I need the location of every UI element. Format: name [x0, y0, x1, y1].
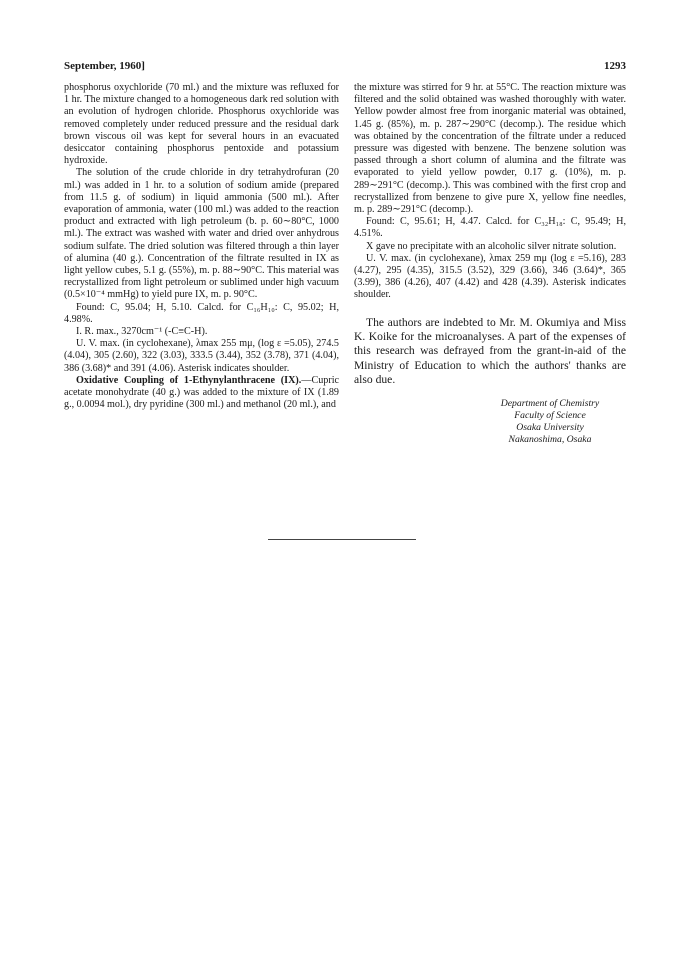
paragraph-analysis-x: Found: C, 95.61; H, 4.47. Calcd. for C₃₂H₁₈: C, 95.49; H, 4.51%.	[354, 216, 626, 240]
page-number: 1293	[604, 60, 626, 72]
affiliation-line: Osaka University	[516, 421, 584, 433]
affiliation-line: Faculty of Science	[514, 409, 586, 421]
paragraph-coupling-body: —Cupric acetate monohydrate (40 g.) was added to the mixture of IX (1.89 g., 0.0094 mol.), dry pyridine (300 ml.) and methanol (20 ml.), and	[64, 374, 339, 411]
paragraph-continuation: phosphorus oxychloride (70 ml.) and the mixture was refluxed for 1 hr. The mixture changed to a homogeneous dark red solution with an evolution of hydrogen chloride. Phosphorus oxychloride was removed completely under reduced pressure and the residual dark brown viscous oil was kept for several hours in an evacuated desiccator containing phosphorus pentoxide and potassium hydroxide.	[64, 82, 339, 167]
paragraph-analysis: Found: C, 95.04; H, 5.10. Calcd. for C₁₆H₁₀: C, 95.02; H, 4.98%.	[64, 301, 339, 325]
running-header	[64, 60, 626, 76]
section-heading: Oxidative Coupling of 1-Ethynylanthracene (IX).	[76, 374, 302, 386]
paragraph-uv-x: U. V. max. (in cyclohexane), λmax 259 mμ (log ε =5.16), 283 (4.27), 295 (4.35), 315.5 (3.52), 329 (3.66), 346 (3.64)*, 365 (3.99), 386 (4.26), 407 (4.42) and 428 (4.39). Asterisk indicates shoulder.	[354, 252, 626, 301]
affiliation-line: Department of Chemistry	[500, 397, 600, 409]
paragraph-ir: I. R. max., 3270cm⁻¹ (-C≡C-H).	[76, 326, 208, 338]
acknowledgment: The authors are indebted to Mr. M. Okumiya and Miss K. Koike for the microanalyses. A part of the expenses of this research was defrayed from the grant-in-aid of the Ministry of Education to which the authors' thanks are also due.	[354, 315, 626, 387]
paragraph-uv: U. V. max. (in cyclohexane), λmax 255 mμ, (log ε =5.05), 274.5 (4.04), 305 (2.60), 322 (3.03), 333.5 (3.44), 352 (3.78), 371 (4.04), 386 (3.68)* and 391 (4.06). Asterisk indicates shoulder.	[64, 338, 339, 374]
header-date: September, 1960]	[64, 60, 145, 72]
affiliation	[354, 398, 626, 446]
paragraph-procedure: The solution of the crude chloride in dry tetrahydrofuran (20 ml.) was added in 1 hr. to a solution of sodium amide (prepared from 11.5 g. of sodium) in liquid ammonia (500 ml.). After evaporation of ammonia, water (100 ml.) was added to the reaction product and extracted with ligh petroleum (b. p. 60∼80°C, 1000 ml.). The extract was washed with water and dried over anhydrous sodium sulfate. The dried solution was filtered through a thin layer of alumina (40 g.). Concentration of the filtrate resulted in IX as light yellow cubes, 5.1 g. (55%), m. p. 88∼90°C. This material was recrystallized from light petroleum or sublimed under high vacuum (0.5×10⁻⁴ mmHg) to yield pure IX, m. p. 90°C.	[64, 167, 339, 301]
affiliation-line: Nakanoshima, Osaka	[508, 433, 592, 445]
paragraph-silver-test: X gave no precipitate with an alcoholic silver nitrate solution.	[366, 240, 617, 252]
paragraph-continuation-right: the mixture was stirred for 9 hr. at 55°C. The reaction mixture was filtered and the solid obtained was washed thoroughly with water. Yellow powder almost free from inorganic material was obtained, 1.45 g. (85%), m. p. 287∼290°C (decomp.). The residue which was obtained by the concentration of the filtrate under a reduced pressure was digested with benzene. The benzene solution was passed through a short column of alumina and the filtrate was evaporated to yield yellow powder, 0.17 g. (10%), m. p. 289∼291°C (decomp.). This was combined with the first crop and recrystallized from benzene to give pure X, yellow fine needles, m. p. 289∼291°C (decomp.).	[354, 82, 626, 216]
right-column	[354, 82, 626, 446]
paragraph-coupling	[64, 375, 339, 412]
left-column	[64, 82, 339, 411]
end-rule	[268, 539, 416, 540]
